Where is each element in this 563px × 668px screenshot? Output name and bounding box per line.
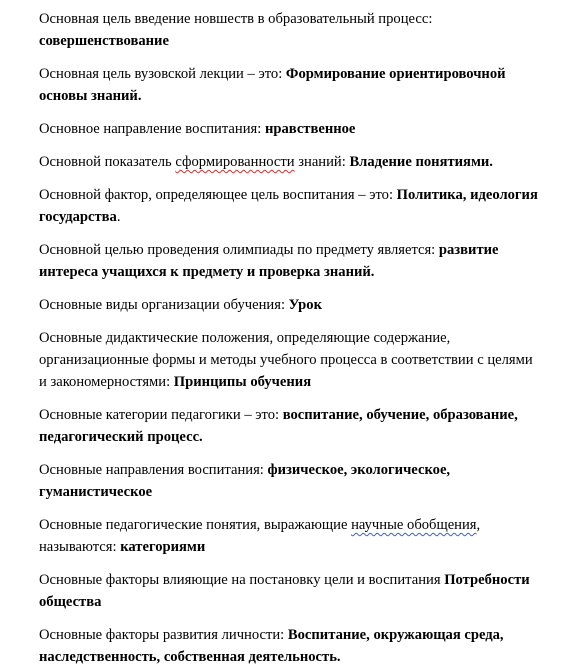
paragraph-text: Основные педагогические понятия, выражающие <box>39 517 352 533</box>
paragraph <box>39 151 543 173</box>
paragraph-text: Основные дидактические положения, определяющие содержание, организационные формы и методы учебного процесса в соответствии с целями и закономерностями: <box>39 330 533 390</box>
paragraph <box>39 569 543 613</box>
paragraph <box>39 459 543 503</box>
paragraph-text: знаний: <box>294 154 350 170</box>
answer-bold: Урок <box>288 297 322 313</box>
paragraph-text: Основные направления воспитания: <box>39 462 268 478</box>
paragraph <box>39 404 543 448</box>
paragraph <box>39 184 543 228</box>
paragraph <box>39 294 543 316</box>
paragraph-text: Основная цель вузовской лекции – это: <box>39 66 286 82</box>
paragraph-text: Основной фактор, определяющее цель воспитания – это: <box>39 187 397 203</box>
answer-bold: категориями <box>120 539 206 555</box>
paragraph <box>39 624 543 668</box>
answer-bold: Принципы обучения <box>173 374 312 390</box>
answer-bold: Политика, идеология государства <box>39 187 538 225</box>
paragraph-text: Основной показатель <box>39 154 176 170</box>
answer-bold: Владение понятиями. <box>349 154 493 170</box>
answer-bold: Формирование ориентировочной основы знаний. <box>39 66 506 104</box>
answer-bold: нравственное <box>264 121 356 137</box>
paragraph-text: Основная цель введение новшеств в образовательный процесс: <box>39 11 433 27</box>
grammar-check-phrase[interactable]: научные обобщения <box>351 517 477 533</box>
answer-bold: совершенствование <box>39 33 169 49</box>
paragraph <box>39 118 543 140</box>
spellcheck-word[interactable]: сформированности <box>175 154 295 170</box>
paragraph-text: . <box>116 209 121 225</box>
answer-bold: Потребности общества <box>39 572 530 610</box>
answer-bold: воспитание, обучение, образование, педагогический процесс. <box>39 407 518 445</box>
paragraph-text: Основное направление воспитания: <box>39 121 265 137</box>
answer-bold: развитие интереса учащихся к предмету и проверка знаний. <box>39 242 499 280</box>
paragraph-text: Основные факторы влияющие на постановку цели и воспитания <box>39 572 445 588</box>
paragraph-text: Основные факторы развития личности: <box>39 627 288 643</box>
paragraph <box>39 514 543 558</box>
paragraph <box>39 8 543 52</box>
answer-bold: физическое, экологическое, гуманистическое <box>39 462 451 500</box>
paragraph <box>39 327 543 393</box>
paragraph-text: Основные категории педагогики – это: <box>39 407 283 423</box>
paragraph <box>39 63 543 107</box>
paragraph-text: Основной целью проведения олимпиады по предмету является: <box>39 242 439 258</box>
paragraph-text: , называются: <box>39 517 481 555</box>
paragraph <box>39 239 543 283</box>
paragraph-text: Основные виды организации обучения: <box>39 297 289 313</box>
answer-bold: Воспитание, окружающая среда, наследственность, собственная деятельность. <box>39 627 504 665</box>
